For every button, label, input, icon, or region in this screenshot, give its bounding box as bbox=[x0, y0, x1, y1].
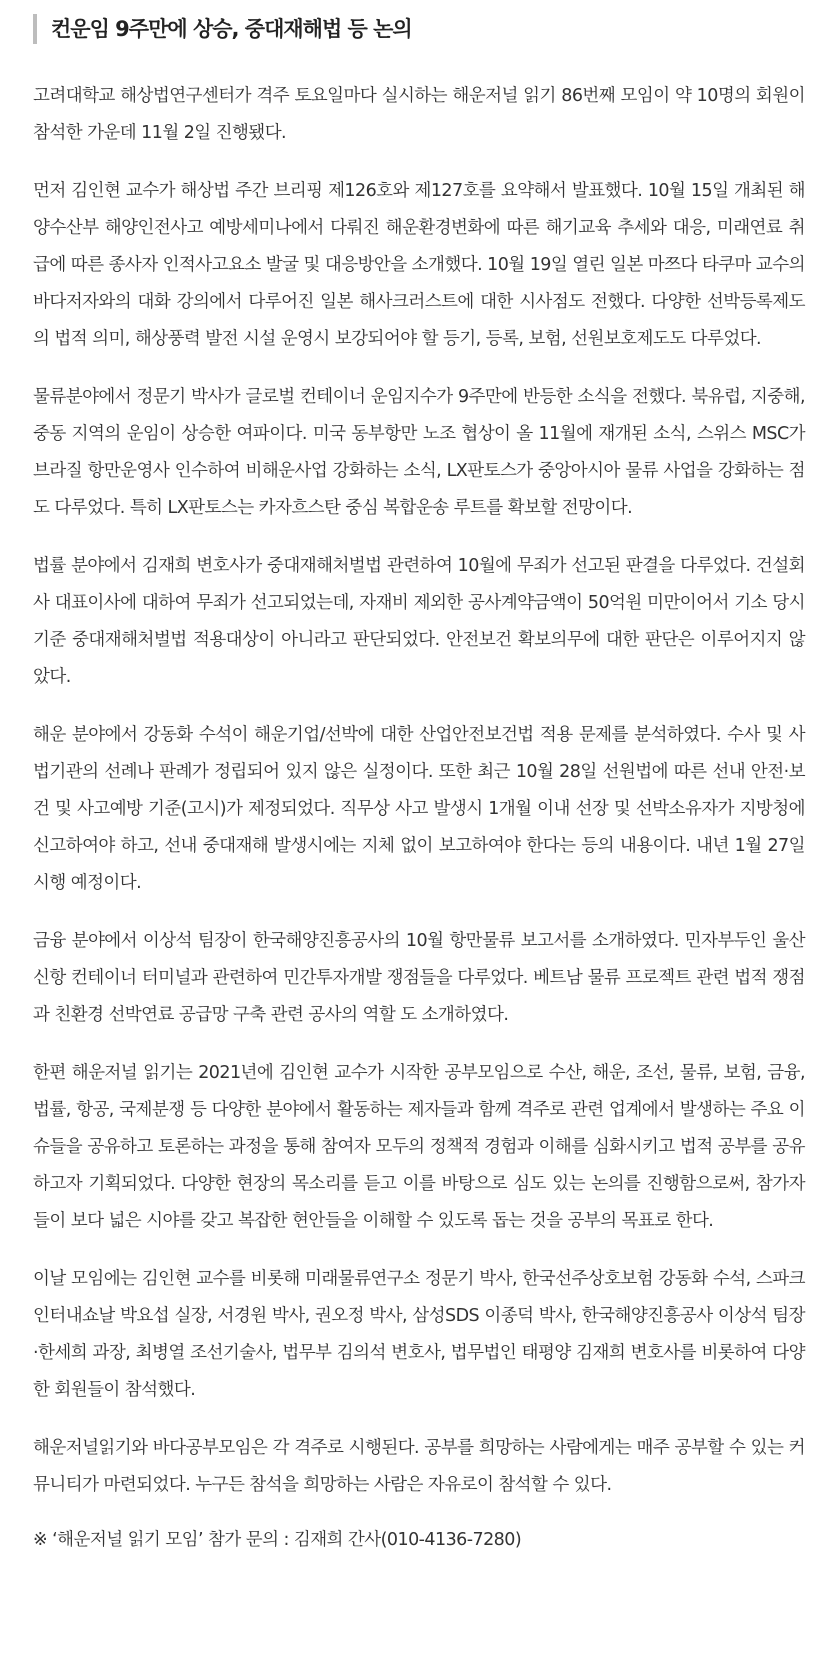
paragraph-schedule: 해운저널읽기와 바다공부모임은 각 격주로 시행된다. 공부를 희망하는 사람에게는 매주 공부할 수 있는 커뮤니티가 마련되었다. 누구든 참석을 희망하는 사람은 자유로이 참석할 수 있다. bbox=[33, 1438, 805, 1495]
paragraph-finance: 금융 분야에서 이상석 팀장이 한국해양진흥공사의 10월 항만물류 보고서를 소개하였다. 민자부두인 울산신항 컨테이너 터미널과 관련하여 민간투자개발 쟁점들을 다루었다. 베트남 물류 프로젝트 관련 법적 쟁점과 친환경 선박연료 공급망 구축 관련 공사의 역할 도 소개하였다. bbox=[33, 931, 805, 1025]
paragraph-shipping: 해운 분야에서 강동화 수석이 해운기업/선박에 대한 산업안전보건법 적용 문제를 분석하였다. 수사 및 사법기관의 선례나 판례가 정립되어 있지 않은 실정이다. 또한 최근 10월 28일 선원법에 따른 선내 안전·보건 및 사고예방 기준(고시)가 제정되었다. 직무상 사고 발생시 1개월 이내 선장 및 선박소유자가 지방청에 신고하여야 하고, 선내 중대재해 발생시에는 지체 없이 보고하여야 한다는 등의 내용이다. 내년 1월 27일 시행 예정이다. bbox=[33, 725, 805, 893]
paragraph-logistics: 물류분야에서 정문기 박사가 글로벌 컨테이너 운임지수가 9주만에 반등한 소식을 전했다. 북유럽, 지중해, 중동 지역의 운임이 상승한 여파이다. 미국 동부항만 노조 협상이 올 11월에 재개된 소식, 스위스 MSC가 브라질 항만운영사 인수하여 비해운사업 강화하는 소식, LX판토스가 중앙아시아 물류 사업을 강화하는 점도 다루었다. 특히 LX판토스는 카자흐스탄 중심 복합운송 루트를 확보할 전망이다. bbox=[33, 387, 805, 518]
article-subheading: 컨운임 9주만에 상승, 중대재해법 등 논의 bbox=[33, 14, 805, 44]
paragraph-maritime-law-briefing: 먼저 김인현 교수가 해상법 주간 브리핑 제126호와 제127호를 요약해서 발표했다. 10월 15일 개최된 해양수산부 해양인전사고 예방세미나에서 다뤄진 해운환경변화에 따른 해기교육 추세와 대응, 미래연료 취급에 따른 종사자 인적사고요소 발굴 및 대응방안을 소개했다. 10월 19일 열린 일본 마쯔다 타쿠마 교수의 바다저자와의 대화 강의에서 다루어진 일본 해사크러스트에 대한 시사점도 전했다. 다양한 선박등록제도의 법적 의미, 해상풍력 발전 시설 운영시 보강되어야 할 등기, 등록, 보험, 선원보호제도도 다루었다. bbox=[33, 181, 805, 349]
contact-note: ※ ‘해운저널 읽기 모임’ 참가 문의 : 김재희 간사(010-4136-7280) bbox=[33, 1530, 522, 1550]
paragraph-attendees: 이날 모임에는 김인현 교수를 비롯해 미래물류연구소 정문기 박사, 한국선주상호보험 강동화 수석, 스파크인터내쇼날 박요섭 실장, 서경원 박사, 권오정 박사, 삼성SDS 이종덕 박사, 한국해양진흥공사 이상석 팀장·한세희 과장, 최병열 조선기술사, 법무부 김의석 변호사, 법무법인 태평양 김재희 변호사를 비롯하여 다양한 회원들이 참석했다. bbox=[33, 1269, 805, 1400]
paragraph-law: 법률 분야에서 김재희 변호사가 중대재해처벌법 관련하여 10월에 무죄가 선고된 판결을 다루었다. 건설회사 대표이사에 대하여 무죄가 선고되었는데, 자재비 제외한 공사계약금액이 50억원 미만이어서 기소 당시 기준 중대재해처벌법 적용대상이 아니라고 판단되었다. 안전보건 확보의무에 대한 판단은 이루어지지 않았다. bbox=[33, 556, 805, 687]
paragraph-study-group-background: 한편 해운저널 읽기는 2021년에 김인현 교수가 시작한 공부모임으로 수산, 해운, 조선, 물류, 보험, 금융, 법률, 항공, 국제분쟁 등 다양한 분야에서 활동하는 제자들과 함께 격주로 관련 업계에서 발생하는 주요 이슈들을 공유하고 토론하는 과정을 통해 참여자 모두의 정책적 경험과 이해를 심화시키고 법적 공부를 공유하고자 기획되었다. 다양한 현장의 목소리를 듣고 이를 바탕으로 심도 있는 논의를 진행함으로써, 참가자들이 보다 넓은 시야를 갖고 복잡한 현안들을 이해할 수 있도록 돕는 것을 공부의 목표로 한다. bbox=[33, 1063, 805, 1231]
paragraph-intro: 고려대학교 해상법연구센터가 격주 토요일마다 실시하는 해운저널 읽기 86번째 모임이 약 10명의 회원이 참석한 가운데 11월 2일 진행됐다. bbox=[33, 86, 805, 143]
